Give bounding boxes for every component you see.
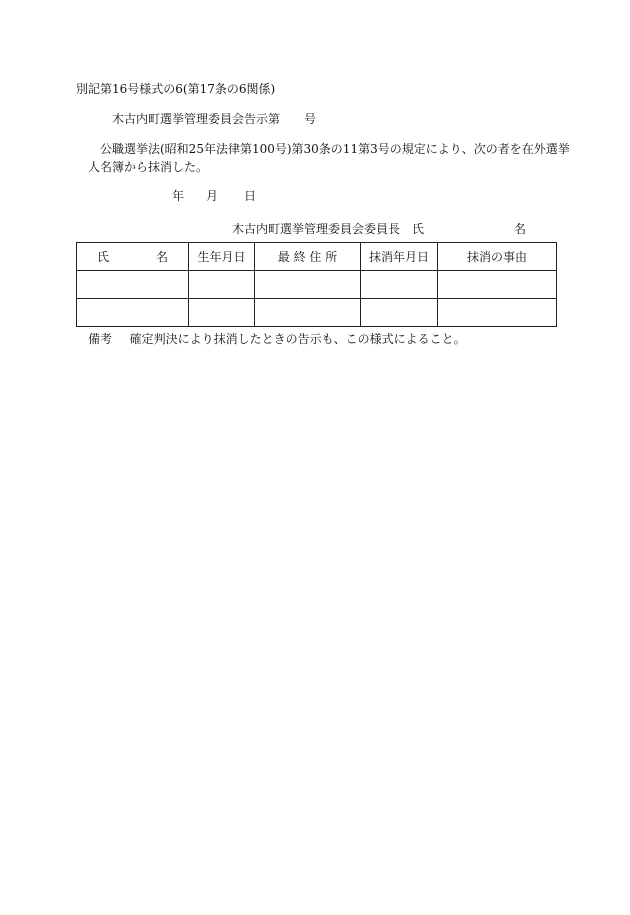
table-cell xyxy=(255,271,361,299)
table-cell xyxy=(361,299,438,327)
form-reference: 別記第16号様式の6(第17条の6関係) xyxy=(76,82,276,96)
table-row xyxy=(77,299,557,327)
record-table xyxy=(76,242,557,327)
table-cell xyxy=(438,271,557,299)
notice-number: 木古内町選挙管理委員会告示第 号 xyxy=(112,112,317,126)
table-row xyxy=(77,271,557,299)
body-line-1: 公職選挙法(昭和25年法律第100号)第30条の11第3号の規定により、次の者を在外選挙 xyxy=(100,142,570,156)
table-cell xyxy=(77,271,189,299)
signer-name-suffix: 名 xyxy=(514,222,527,236)
table-cell xyxy=(255,299,361,327)
header-last-address: 最 終 住 所 xyxy=(255,243,361,271)
remarks xyxy=(88,332,466,347)
header-name-first: 氏 xyxy=(97,250,110,264)
date-month: 月 xyxy=(206,189,219,203)
table-cell xyxy=(438,299,557,327)
body-line-2: 人名簿から抹消した。 xyxy=(88,160,209,174)
table-header-row xyxy=(77,243,557,271)
header-deletion-reason: 抹消の事由 xyxy=(438,243,557,271)
signer-title: 木古内町選挙管理委員会委員長 氏 xyxy=(232,222,425,236)
remarks-label: 備考 xyxy=(88,332,113,346)
table-cell xyxy=(189,299,255,327)
header-birthdate: 生年月日 xyxy=(189,243,255,271)
header-name xyxy=(77,243,189,271)
table-cell xyxy=(77,299,189,327)
table-cell xyxy=(189,271,255,299)
header-name-last: 名 xyxy=(155,250,168,264)
table-cell xyxy=(361,271,438,299)
remarks-text: 確定判決により抹消したときの告示も、この様式によること。 xyxy=(129,332,466,346)
date-day: 日 xyxy=(244,189,257,203)
header-deletion-date: 抹消年月日 xyxy=(361,243,438,271)
date-year: 年 xyxy=(172,189,185,203)
